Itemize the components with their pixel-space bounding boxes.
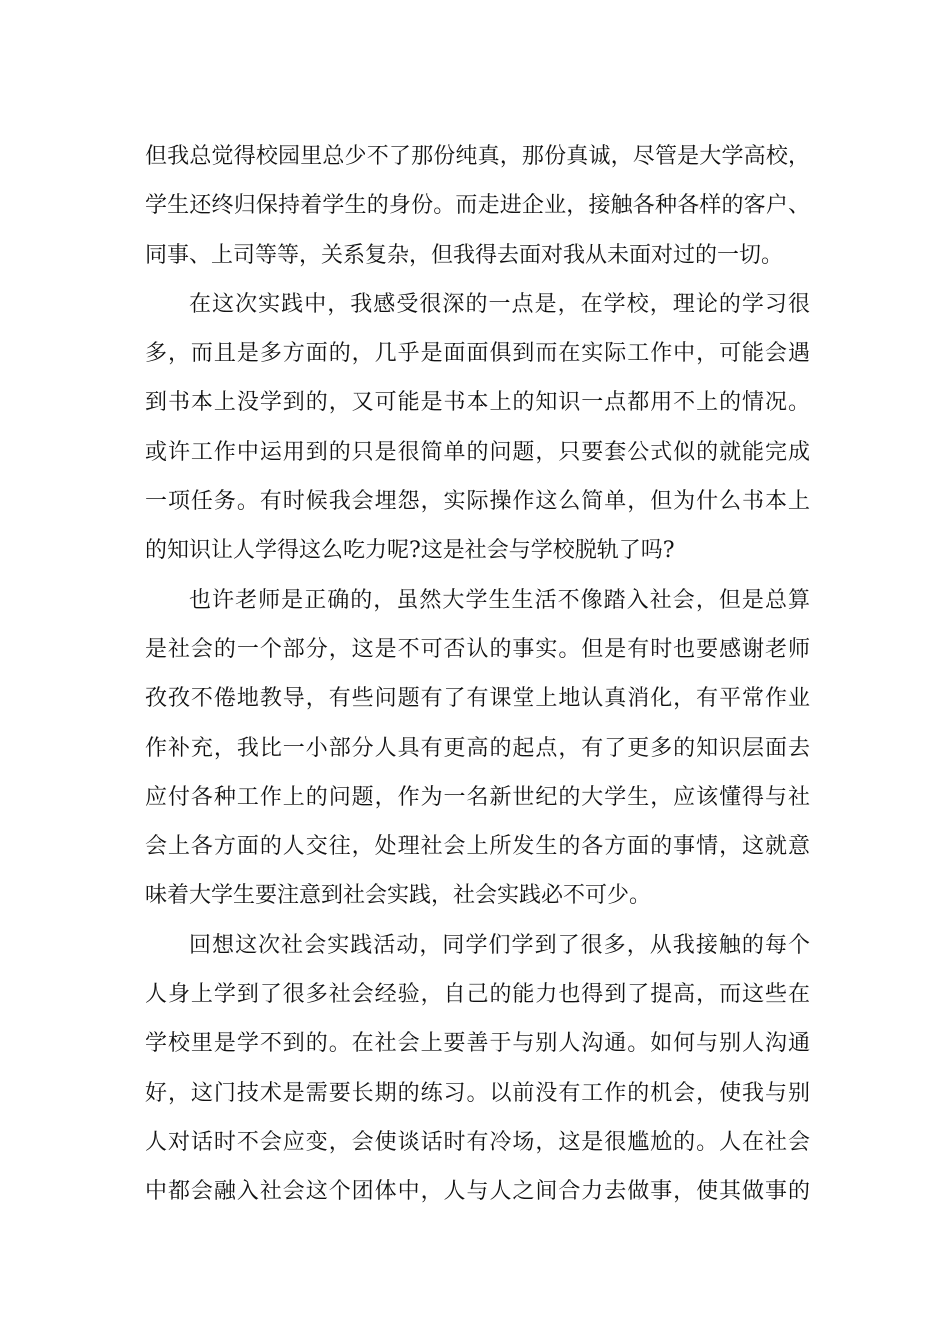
text-line: 是社会的一个部分，这是不可否认的事实。但是有时也要感谢老师 <box>145 636 810 662</box>
paragraph <box>145 576 810 921</box>
text-line: 孜孜不倦地教导，有些问题有了有课堂上地认真消化，有平常作业 <box>145 686 810 712</box>
text-line: 中都会融入社会这个团体中，人与人之间合力去做事，使其做事的 <box>145 1179 810 1205</box>
text-line: 也许老师是正确的，虽然大学生生活不像踏入社会，但是总算 <box>189 587 810 613</box>
text-line: 作补充，我比一小部分人具有更高的起点，有了更多的知识层面去 <box>145 735 810 761</box>
text-line: 同事、上司等等，关系复杂，但我得去面对我从未面对过的一切。 <box>145 242 784 268</box>
document-body <box>145 132 810 1217</box>
text-line: 多，而且是多方面的，几乎是面面俱到而在实际工作中，可能会遇 <box>145 341 810 367</box>
text-line: 但我总觉得校园里总少不了那份纯真，那份真诚，尽管是大学高校， <box>145 144 810 169</box>
text-line: 好，这门技术是需要长期的练习。以前没有工作的机会，使我与别 <box>145 1080 810 1106</box>
text-line: 回想这次社会实践活动，同学们学到了很多，从我接触的每个 <box>189 932 810 958</box>
text-line: 人对话时不会应变，会使谈话时有冷场，这是很尴尬的。人在社会 <box>145 1129 810 1155</box>
text-line: 学校里是学不到的。在社会上要善于与别人沟通。如何与别人沟通 <box>145 1031 810 1057</box>
paragraph <box>145 921 810 1217</box>
text-line: 应付各种工作上的问题，作为一名新世纪的大学生，应该懂得与社 <box>145 784 810 810</box>
text-line: 一项任务。有时候我会埋怨，实际操作这么简单，但为什么书本上 <box>145 489 810 515</box>
text-line: 的知识让人学得这么吃力呢?这是社会与学校脱轨了吗? <box>145 538 675 564</box>
text-line: 人身上学到了很多社会经验，自己的能力也得到了提高，而这些在 <box>145 982 810 1008</box>
text-line: 在这次实践中，我感受很深的一点是，在学校，理论的学习很 <box>189 291 810 317</box>
text-line: 会上各方面的人交往，处理社会上所发生的各方面的事情，这就意 <box>145 834 810 860</box>
text-line: 味着大学生要注意到社会实践，社会实践必不可少。 <box>145 883 652 909</box>
paragraph <box>145 132 810 280</box>
text-line: 学生还终归保持着学生的身份。而走进企业，接触各种各样的客户、 <box>145 193 810 219</box>
text-line: 或许工作中运用到的只是很简单的问题，只要套公式似的就能完成 <box>145 439 810 465</box>
text-line: 到书本上没学到的，又可能是书本上的知识一点都用不上的情况。 <box>145 390 810 416</box>
paragraph <box>145 280 810 576</box>
